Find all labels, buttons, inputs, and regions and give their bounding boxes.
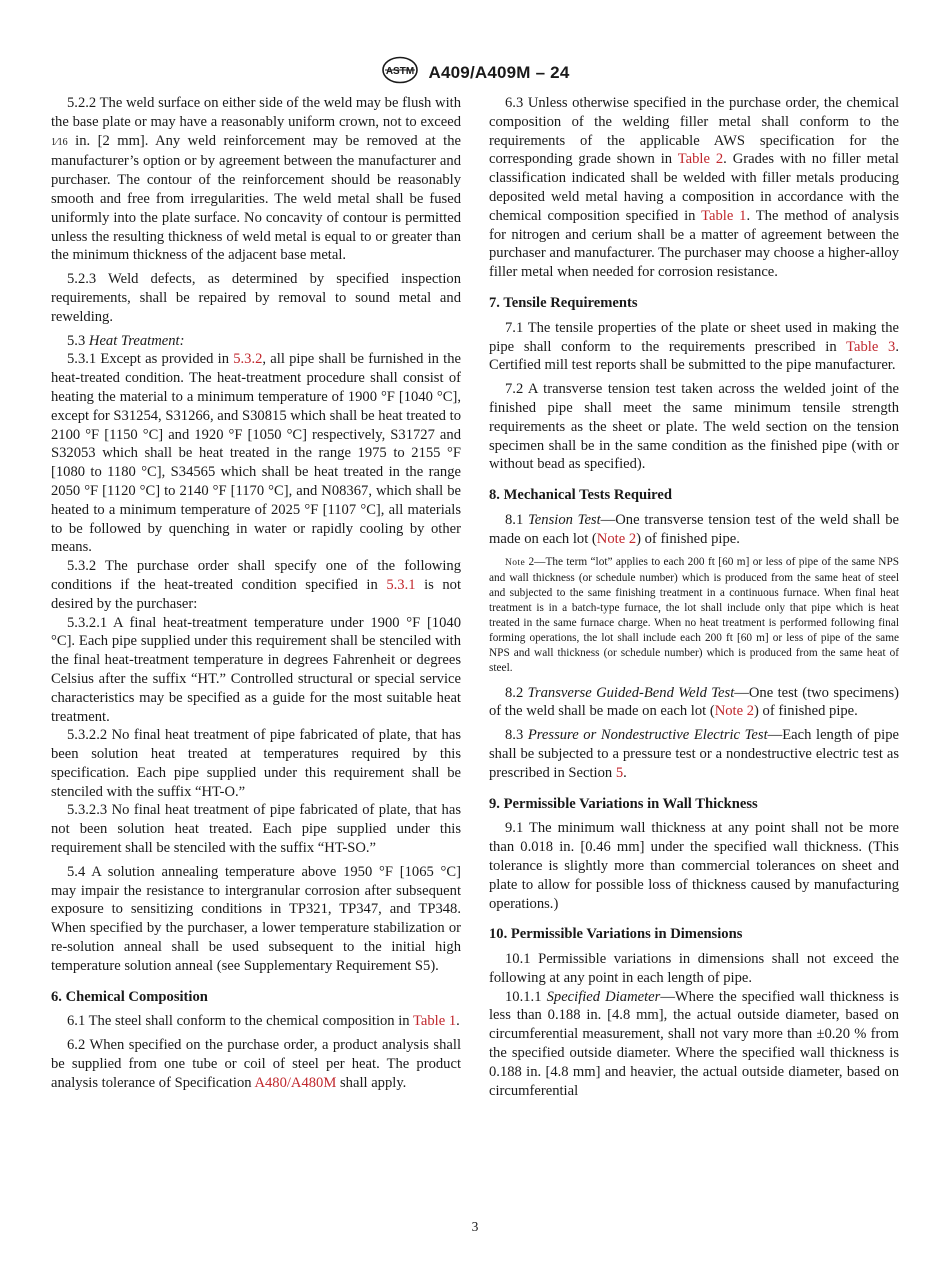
para-7-2: 7.2 A transverse tension test taken across the welded joint of the finished pipe shall meet the same minimum tensile strength requirements as the sheet or plate. The weld section on the tension specimen shall be in the same condition as the finished pipe (with or without bead as specified). (489, 381, 899, 473)
page-header (0, 56, 950, 89)
link-table-1[interactable]: Table 1 (413, 1013, 457, 1030)
right-column (489, 94, 899, 1105)
link-note-2[interactable]: Note 2 (596, 530, 637, 547)
link-5-3-2[interactable]: 5.3.2 (233, 351, 263, 368)
para-6-1: 6.1 The steel shall conform to the chemical composition in Table 1. (67, 1013, 460, 1030)
section-8-heading: 8. Mechanical Tests Required (489, 487, 672, 504)
para-5-3: 5.3 Heat Treatment: (67, 332, 185, 349)
para-5-2-2: 5.2.2 The weld surface on either side of the weld may be flush with the base plate or may have a reasonably uniform crown, not to exceed 1⁄16 in. [2 mm]. Any weld reinforcement may be removed at the manufacturer’s option or by agreement between the manufacturer and purchaser. The contour of the reinforcement should be reasonably smooth and free from irregularities. The weld metal shall be fused uniformly into the plate surface. No concavity of contour is permitted unless the resulting thickness of weld metal is equal to or greater than the minimum thickness of the adjacent base metal. (51, 95, 461, 264)
para-9-1: 9.1 The minimum wall thickness at any point shall not be more than 0.018 in. [0.46 mm] under the specified wall thickness. (This tolerance is slightly more than commercial tolerances on sheet and plate to allow for possible loss of thickness caused by manufacturing operations.) (489, 820, 899, 912)
astm-logo-icon (381, 56, 419, 89)
section-10-heading: 10. Permissible Variations in Dimensions (489, 926, 743, 943)
link-a480[interactable]: A480/A480M (254, 1074, 337, 1091)
para-6-3: 6.3 Unless otherwise specified in the purchase order, the chemical composition of the welding filler metal shall conform to the requirements of the applicable AWS specification for the corresponding grade shown in Table 2. Grades with no filler metal classification indicated shall be welded with filler metals producing deposited weld metal having a composition in accordance with the chemical composition specified in Table 1. The method of analysis for nitrogen and cerium shall be a matter of agreement between the purchaser and manufacturer. The purchaser may choose a higher-alloy filler metal when needed for corrosion resistance. (489, 95, 900, 281)
link-table-2[interactable]: Table 2 (677, 151, 724, 168)
para-5-2-3: 5.2.3 Weld defects, as determined by specified inspection requirements, shall be repaired by removal to sound metal and rewelding. (51, 271, 461, 325)
para-8-1: 8.1 Tension Test—One transverse tension test of the weld shall be made on each lot (Note 2) of finished pipe. (489, 511, 900, 547)
para-5-3-1: 5.3.1 Except as provided in 5.3.2, all pipe shall be furnished in the heat-treated condition. The heat-treatment procedure shall consist of heating the material to a minimum temperature of 1900 °F [1040 °C], except for S31254, S31266, and S30815 which shall be heat treated to 2100 °F [1150 °C] and 1920 °F [1050 °C] respectively, S31727 and S32053 which shall be heat treated in the range 1975 to 2155 °F [1080 to 1180 °C], S34565 which shall be heat treated in the range 2050 °F [1120 °C] to 2140 °F [1170 °C], and N08367, which shall be heated to a minimum temperature of 2025 °F [1107 °C], all materials to be followed by quenching in water or rapidly cooling by other means. (51, 351, 461, 556)
para-5-3-2-1: 5.3.2.1 A final heat-treatment temperature under 1900 °F [1040 °C]. Each pipe supplied under this requirement shall be stenciled with the final heat-treatment temperature in degrees Fahrenheit or degrees Celsius after the suffix “HT.” Controlled structural or special service characteristics may be specified as a guide for the most suitable heat treatment. (51, 614, 461, 725)
page-number: 3 (471, 1219, 479, 1234)
link-5-3-1[interactable]: 5.3.1 (386, 576, 416, 593)
para-10-1-1: 10.1.1 Specified Diameter—Where the specified wall thickness is less than 0.188 in. [4.8 mm], the actual outside diameter, based on circumferential measurement, shall not vary more than ±0.20 % from the specified outside diameter. Where the specified wall thickness is 0.188 in. [4.8 mm] and heavier, the actual outside diameter, based on circumferential (489, 988, 899, 1099)
link-note-2[interactable]: Note 2 (714, 703, 755, 720)
para-8-3: 8.3 Pressure or Nondestructive Electric Test—Each length of pipe shall be subjected to a pressure test or a nondestructive electric test as prescribed in Section 5. (489, 727, 900, 781)
para-8-2: 8.2 Transverse Guided-Bend Weld Test—One test (two specimens) of the weld shall be made on each lot (Note 2) of finished pipe. (489, 684, 899, 720)
para-5-3-2: 5.3.2 The purchase order shall specify one of the following conditions if the heat-treated condition specified in 5.3.1 is not desired by the purchaser: (51, 558, 461, 612)
link-section-5[interactable]: 5 (615, 764, 624, 781)
link-table-3[interactable]: Table 3 (846, 338, 896, 355)
para-6-2: 6.2 When specified on the purchase order, a product analysis shall be supplied from one tube or coil of steel per heat. The product analysis tolerance of Specification A480/A480M shall apply. (51, 1037, 461, 1091)
left-column (51, 94, 461, 1098)
para-5-3-2-3: 5.3.2.3 No final heat treatment of pipe fabricated of plate, that has not been solution heat treated. Each pipe supplied under this requirement shall be stenciled with the suffix “HT-SO.” (51, 802, 461, 857)
section-7-heading: 7. Tensile Requirements (489, 294, 638, 311)
para-5-3-2-2: 5.3.2.2 No final heat treatment of pipe fabricated of plate, that has been solution heat treated at temperatures required by this specification. Each pipe supplied under this requirement shall be stenciled with the suffix “HT-O.” (51, 727, 461, 800)
para-5-4: 5.4 A solution annealing temperature above 1950 °F [1065 °C] may impair the resistance to intergranular corrosion after subsequent exposure to sensitizing conditions in TP321, TP347, and TP348. When specified by the purchaser, a lower temperature stabilization or re-solution anneal shall be used subsequent to the initial high temperature solution anneal (see Supplementary Requirement S5). (51, 863, 461, 974)
standard-designation: A409/A409M – 24 (428, 62, 570, 82)
note-2: Note 2—The term “lot” applies to each 200 ft [60 m] or less of pipe of the same NPS and wall thickness (or schedule number) which is produced from the same heat of steel and subjected to the same finishing treatment in a continuous furnace. When final heat treatment is in a batch-type furnace, the lot shall include only that pipe which is heat treated in the same furnace charge. When no heat treatment is performed following final forming operations, the lot shall include each 200 ft [60 m] or less of pipe of the same NPS and wall thickness (or schedule number) which is produced from the same heat of steel. (489, 555, 900, 674)
para-10-1: 10.1 Permissible variations in dimensions shall not exceed the following at any point in each length of pipe. (489, 951, 899, 986)
section-9-heading: 9. Permissible Variations in Wall Thickness (489, 795, 758, 812)
link-table-1[interactable]: Table 1 (701, 207, 747, 224)
para-7-1: 7.1 The tensile properties of the plate or sheet used in making the pipe shall conform to the requirements prescribed in Table 3. Certified mill test reports shall be submitted to the pipe manufacturer. (489, 319, 899, 374)
svg-text:ASTM: ASTM (385, 66, 414, 77)
section-6-heading: 6. Chemical Composition (51, 988, 208, 1005)
